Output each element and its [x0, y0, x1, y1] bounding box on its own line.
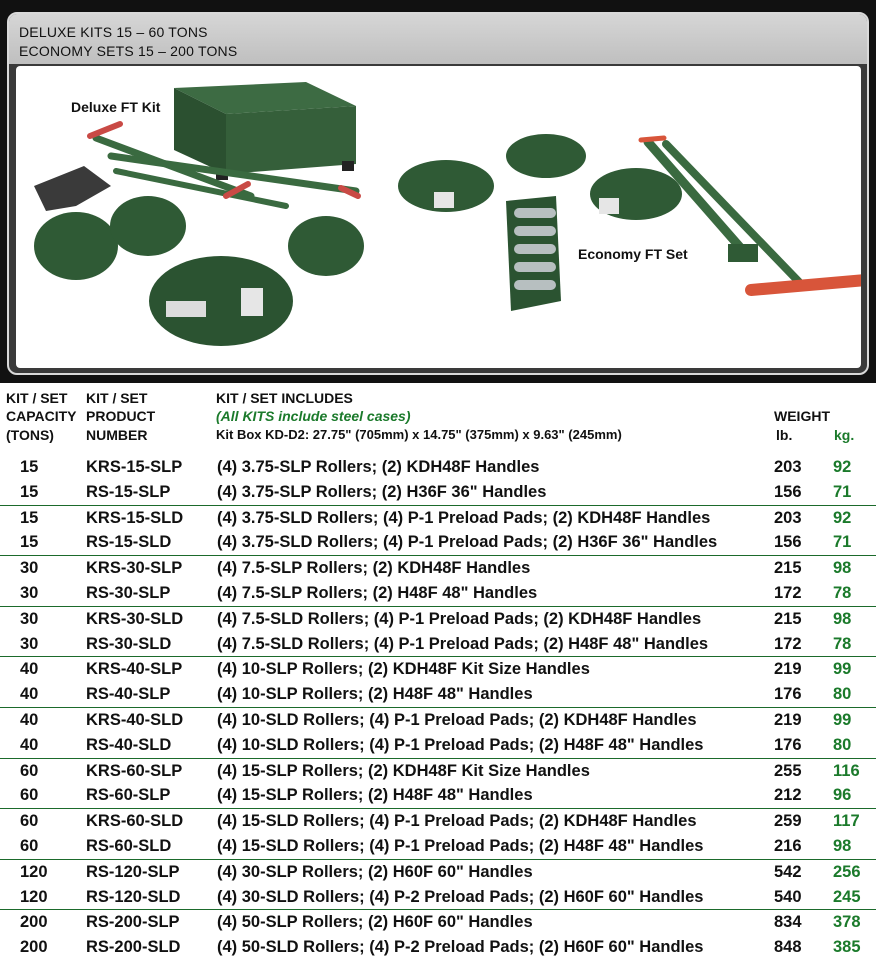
table-row	[0, 910, 876, 935]
weight-kg-cell: 78	[833, 634, 852, 653]
capacity-cell: 15	[20, 508, 39, 527]
weight-kg-cell: 99	[833, 660, 852, 679]
weight-kg-cell: 92	[833, 508, 852, 527]
product-number-cell: RS-120-SLD	[86, 887, 181, 906]
weight-lb-cell: 176	[774, 685, 802, 704]
includes-cell: (4) 15-SLP Rollers; (2) KDH48F Kit Size Handles	[217, 761, 590, 780]
weight-lb-cell: 172	[774, 583, 802, 602]
includes-cell: (4) 10-SLD Rollers; (4) P-1 Preload Pads; (2) H48F 48" Handles	[217, 735, 704, 754]
weight-kg-cell: 117	[833, 812, 860, 831]
product-number-cell: RS-40-SLD	[86, 735, 172, 754]
capacity-cell: 200	[20, 913, 48, 932]
weight-lb-cell: 172	[774, 634, 802, 653]
includes-cell: (4) 3.75-SLD Rollers; (4) P-1 Preload Pads; (2) KDH48F Handles	[217, 508, 711, 527]
economy-handles	[641, 138, 861, 290]
capacity-cell: 120	[20, 887, 48, 906]
header-line-1: DELUXE KITS 15 – 60 TONS	[19, 24, 208, 40]
includes-cell: (4) 50-SLP Rollers; (2) H60F 60" Handles	[217, 913, 533, 932]
weight-kg-cell: 245	[833, 887, 861, 906]
table-row	[0, 455, 876, 480]
weight-lb-cell: 156	[774, 482, 802, 501]
capacity-cell: 15	[20, 458, 39, 476]
weight-lb-cell: 156	[774, 533, 802, 552]
table-row	[0, 657, 876, 682]
capacity-cell: 60	[20, 836, 39, 855]
weight-lb-cell: 216	[774, 836, 802, 855]
includes-cell: (4) 50-SLD Rollers; (4) P-2 Preload Pads; (2) H60F 60" Handles	[217, 938, 704, 957]
includes-cell: (4) 30-SLD Rollers; (4) P-2 Preload Pads; (2) H60F 60" Handles	[217, 887, 704, 906]
economy-caption: Economy FT Set	[578, 246, 688, 262]
weight-lb-cell: 176	[774, 735, 802, 754]
capacity-cell: 200	[20, 938, 48, 957]
capacity-header-3: (TONS)	[6, 427, 54, 443]
product-number-cell: RS-120-SLP	[86, 862, 180, 881]
deluxe-rollers	[34, 196, 364, 346]
weight-kg-cell: 98	[833, 836, 852, 855]
header-line-2: ECONOMY SETS 15 – 200 TONS	[19, 43, 238, 59]
table-row	[0, 708, 876, 733]
weight-kg-cell: 98	[833, 559, 852, 578]
product-number-cell: RS-60-SLP	[86, 786, 171, 805]
capacity-cell: 60	[20, 761, 39, 780]
table-row	[0, 885, 876, 911]
steel-case	[174, 82, 356, 180]
economy-rollers	[398, 134, 682, 311]
capacity-cell: 40	[20, 660, 39, 679]
includes-cell: (4) 7.5-SLD Rollers; (4) P-1 Preload Pads; (2) KDH48F Handles	[217, 609, 702, 628]
includes-cell: (4) 7.5-SLD Rollers; (4) P-1 Preload Pads; (2) H48F 48" Handles	[217, 634, 709, 653]
table-row	[0, 759, 876, 784]
product-number-cell: RS-30-SLP	[86, 583, 171, 602]
header-bar	[9, 14, 867, 64]
weight-header: WEIGHT	[774, 408, 830, 424]
capacity-cell: 30	[20, 583, 39, 602]
includes-cell: (4) 7.5-SLP Rollers; (2) H48F 48" Handles	[217, 583, 538, 602]
weight-lb-cell: 203	[774, 508, 802, 527]
image-frame	[0, 0, 876, 383]
product-number-cell: RS-60-SLD	[86, 836, 172, 855]
includes-cell: (4) 10-SLP Rollers; (2) H48F 48" Handles	[217, 685, 533, 704]
includes-cell: (4) 10-SLP Rollers; (2) KDH48F Kit Size Handles	[217, 660, 590, 679]
capacity-cell: 30	[20, 609, 39, 628]
capacity-cell: 30	[20, 559, 39, 578]
includes-cell: (4) 3.75-SLD Rollers; (4) P-1 Preload Pads; (2) H36F 36" Handles	[217, 533, 718, 552]
lb-header: lb.	[776, 427, 793, 443]
weight-kg-cell: 92	[833, 458, 852, 476]
weight-lb-cell: 540	[774, 887, 802, 906]
includes-cell: (4) 15-SLP Rollers; (2) H48F 48" Handles	[217, 786, 533, 805]
capacity-cell: 60	[20, 812, 39, 831]
product-number-cell: KRS-30-SLP	[86, 559, 183, 578]
product-number-cell: KRS-40-SLD	[86, 710, 184, 729]
product-header-2: PRODUCT	[86, 408, 156, 424]
product-number-cell: KRS-40-SLP	[86, 660, 183, 679]
includes-cell: (4) 30-SLP Rollers; (2) H60F 60" Handles	[217, 862, 533, 881]
capacity-cell: 40	[20, 710, 39, 729]
weight-kg-cell: 71	[833, 533, 852, 552]
product-number-cell: KRS-30-SLD	[86, 609, 184, 628]
weight-kg-cell: 256	[833, 862, 861, 881]
weight-kg-cell: 80	[833, 685, 852, 704]
deluxe-caption: Deluxe FT Kit	[71, 99, 161, 115]
capacity-cell: 60	[20, 786, 39, 805]
capacity-header-2: CAPACITY	[6, 408, 77, 424]
weight-lb-cell: 212	[774, 786, 802, 805]
table-row	[0, 607, 876, 632]
kg-header: kg.	[834, 427, 855, 443]
preload-pad	[34, 166, 111, 211]
includes-cell: (4) 7.5-SLP Rollers; (2) KDH48F Handles	[217, 559, 531, 578]
table-row	[0, 935, 876, 960]
table-row	[0, 809, 876, 834]
product-number-cell: KRS-15-SLP	[86, 458, 183, 476]
capacity-cell: 30	[20, 634, 39, 653]
product-number-cell: RS-30-SLD	[86, 634, 172, 653]
product-number-cell: RS-40-SLP	[86, 685, 171, 704]
table-row	[0, 783, 876, 809]
table-row	[0, 834, 876, 860]
product-number-cell: RS-15-SLP	[86, 482, 171, 501]
weight-kg-cell: 378	[833, 913, 861, 932]
capacity-cell: 40	[20, 735, 39, 754]
includes-header: KIT / SET INCLUDES	[216, 390, 353, 406]
product-header-3: NUMBER	[86, 427, 148, 443]
table-row	[0, 480, 876, 506]
table-row	[0, 632, 876, 658]
weight-lb-cell: 219	[774, 710, 802, 729]
weight-lb-cell: 215	[774, 609, 802, 628]
table-row	[0, 682, 876, 708]
weight-lb-cell: 542	[774, 862, 802, 881]
weight-kg-cell: 99	[833, 710, 852, 729]
capacity-cell: 15	[20, 482, 39, 501]
product-photo	[16, 66, 861, 368]
weight-lb-cell: 219	[774, 660, 802, 679]
includes-cell: (4) 3.75-SLP Rollers; (2) H36F 36" Handles	[217, 482, 547, 501]
weight-kg-cell: 71	[833, 482, 852, 501]
includes-cell: (4) 10-SLD Rollers; (4) P-1 Preload Pads; (2) KDH48F Handles	[217, 710, 697, 729]
table-row	[0, 506, 876, 531]
includes-box: Kit Box KD-D2: 27.75" (705mm) x 14.75" (375mm) x 9.63" (245mm)	[216, 427, 622, 442]
weight-kg-cell: 96	[833, 786, 852, 805]
weight-lb-cell: 255	[774, 761, 802, 780]
weight-lb-cell: 203	[774, 458, 802, 476]
capacity-header-1: KIT / SET	[6, 390, 68, 406]
includes-cell: (4) 15-SLD Rollers; (4) P-1 Preload Pads; (2) H48F 48" Handles	[217, 836, 704, 855]
table-row	[0, 860, 876, 885]
weight-kg-cell: 385	[833, 938, 861, 957]
weight-lb-cell: 834	[774, 913, 802, 932]
capacity-cell: 15	[20, 533, 39, 552]
product-number-cell: RS-15-SLD	[86, 533, 172, 552]
product-number-cell: RS-200-SLD	[86, 938, 181, 957]
table-row	[0, 581, 876, 607]
kit-table	[0, 455, 876, 960]
product-number-cell: RS-200-SLP	[86, 913, 180, 932]
weight-kg-cell: 116	[833, 761, 860, 780]
table-row	[0, 556, 876, 581]
capacity-cell: 120	[20, 862, 48, 881]
includes-cell: (4) 15-SLD Rollers; (4) P-1 Preload Pads; (2) KDH48F Handles	[217, 812, 697, 831]
product-number-cell: KRS-60-SLP	[86, 761, 183, 780]
weight-lb-cell: 848	[774, 938, 802, 957]
weight-lb-cell: 215	[774, 559, 802, 578]
product-header-1: KIT / SET	[86, 390, 148, 406]
product-number-cell: KRS-60-SLD	[86, 812, 184, 831]
weight-lb-cell: 259	[774, 812, 802, 831]
capacity-cell: 40	[20, 685, 39, 704]
column-headers	[0, 388, 876, 448]
weight-kg-cell: 78	[833, 583, 852, 602]
product-number-cell: KRS-15-SLD	[86, 508, 184, 527]
weight-kg-cell: 80	[833, 735, 852, 754]
table-row	[0, 530, 876, 556]
includes-note: (All KITS include steel cases)	[216, 408, 411, 424]
image-panel	[7, 12, 869, 375]
includes-cell: (4) 3.75-SLP Rollers; (2) KDH48F Handles	[217, 458, 540, 476]
weight-kg-cell: 98	[833, 609, 852, 628]
table-row	[0, 733, 876, 759]
